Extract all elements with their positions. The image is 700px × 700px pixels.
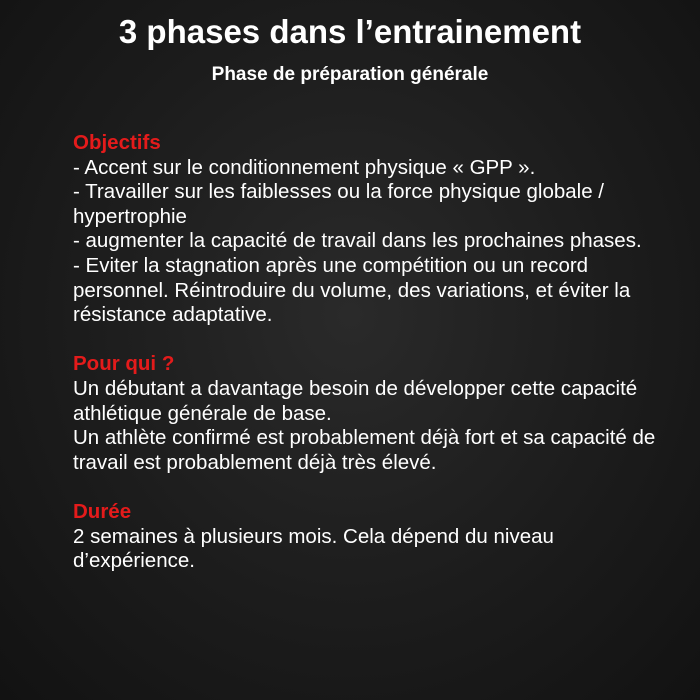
page-title: 3 phases dans l’entrainement xyxy=(118,13,582,50)
section-line: - Eviter la stagnation après une compétition ou un record personnel. Réintroduire du volume, des variations, et éviter la résistance adaptative. xyxy=(73,253,631,327)
section-heading: Pour qui ? xyxy=(73,352,175,376)
section-line: - augmenter la capacité de travail dans les prochaines phases. xyxy=(73,229,642,253)
section-line: - Accent sur le conditionnement physique « GPP ». xyxy=(73,155,536,179)
section-line: 2 semaines à plusieurs mois. Cela dépend du niveau d’expérience. xyxy=(73,524,554,573)
section-duree xyxy=(73,500,673,574)
section-line: - Travailler sur les faiblesses ou la force physique globale / hypertrophie xyxy=(73,180,604,228)
section-heading: Objectifs xyxy=(73,131,161,154)
section-line: Un athlète confirmé est probablement déjà fort et sa capacité de travail est probablement déjà très élevé. xyxy=(73,426,656,474)
content-body xyxy=(73,131,673,574)
section-heading: Durée xyxy=(73,499,132,523)
page-subtitle: Phase de préparation générale xyxy=(211,64,489,85)
section-objectifs xyxy=(73,131,673,328)
section-line: Un débutant a davantage besoin de développer cette capacité athlétique générale de base. xyxy=(73,376,638,425)
section-pour-qui xyxy=(73,352,673,475)
